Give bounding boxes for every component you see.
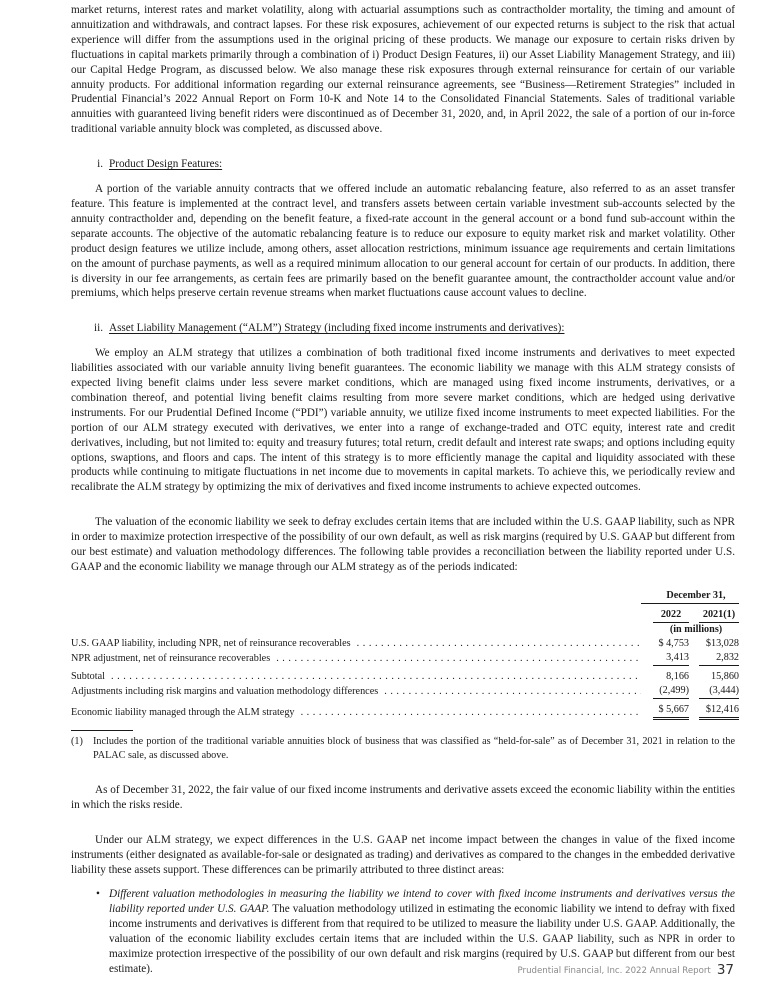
row-value-2021: 2,832: [699, 651, 739, 666]
heading-number: i.: [97, 158, 103, 171]
row-value-2022: (2,499): [653, 684, 689, 699]
row-value-2022: 8,166: [666, 670, 689, 682]
footnote-divider: [71, 730, 133, 731]
row-value-2021: $12,416: [699, 703, 739, 720]
col-header-2022: 2022: [653, 608, 689, 623]
bullet-text: The valuation methodology utilized in estimating the economic liability we intend to defray with fixed income instruments and derivatives is different from that required to be utilized to measure the liability under U.S. GAAP. Additionally, the valuation of the economic liability excludes certain items that are included within the U.S. GAAP liability, such as NPR in order to maximize protection irrespective of the possibility of our own default and risk margins (required by U.S. GAAP but different from our best estimate).: [109, 903, 735, 975]
document-page: [71, 3, 739, 977]
footer-report-title: Prudential Financial, Inc. 2022 Annual Report: [517, 966, 711, 976]
table-row: [71, 703, 739, 720]
row-label: Economic liability managed through the ALM strategy: [71, 707, 298, 718]
section-heading-product-design: [71, 157, 735, 172]
footnote-mark: (1): [71, 735, 83, 747]
page-footer: [518, 961, 735, 977]
table-units: (in millions): [669, 623, 723, 635]
reconciliation-table: [71, 589, 739, 720]
bullet-lead-italic: Different valuation methodologies in measuring the liability we intend to cover with fixed income instruments and derivatives versus the liability reported under U.S. GAAP.: [109, 888, 735, 916]
table-row: [71, 670, 739, 684]
under-alm-paragraph: Under our ALM strategy, we expect differences in the U.S. GAAP net income impact between the changes in value of the fixed income instruments (either designated as available-for-sale or designated as trading) and derivatives as compared to the changes in the embedded derivative liability these assets support. These differences can be primarily attributed to three distinct areas:: [71, 833, 735, 876]
bullet-icon: •: [96, 888, 100, 901]
intro-paragraph: market returns, interest rates and market volatility, along with actuarial assumptions such as contractholder mortality, the timing and amount of annuitization and withdrawals, and contract lapses. For these risk exposures, achievement of our expected returns is subject to the risk that actual experience will differ from the assumptions used in the original pricing of these products. We manage our exposure to certain risks driven by fluctuations in capital markets primarily through a combination of i) Product Design Features, ii) our Asset Liability Management Strategy, and iii) our Capital Hedge Program, as discussed below. We also manage these risk exposures through external reinsurance for certain of our variable annuity products. For additional information regarding our external reinsurance agreements, see “Business—Retirement Strategies” included in Prudential Financial’s 2022 Annual Report on Form 10-K and Note 14 to the Consolidated Financial Statements. Sales of traditional variable annuities with guaranteed living benefit riders were discontinued as of December 31, 2020, and, in April 2022, the sale of a portion of our in-force traditional variable annuity block was completed, as discussed above.: [71, 4, 735, 136]
product-design-paragraph: A portion of the variable annuity contracts that we offered include an automatic rebalancing feature, also referred to as an asset transfer feature. This feature is implemented at the contract level, and transfers assets between certain variable investment sub-accounts selected by the annuity contractholder and, depending on the benefit feature, a fixed-rate account in the general account or a bond fund sub-account within the separate accounts. The objective of the automatic rebalancing feature is to reduce our exposure to equity market risk and market volatility. Other product design features we utilize include, among others, asset allocation restrictions, minimum issuance age requirements and certain limitations on the amount of purchase payments, as well as a required minimum allocation to our general account for certain of our products. In addition, there is diversity in our fee arrangements, as certain fees are primarily based on the benefit guarantee amount, the contractholder account value and/or premiums, which helps preserve certain revenue streams when market fluctuations cause account values to decline.: [71, 183, 735, 300]
footnote: [71, 735, 735, 763]
row-label: Adjustments including risk margins and valuation methodology differences: [71, 686, 381, 697]
footnote-text: Includes the portion of the traditional variable annuities block of business that was classified as “held-for-sale” as of December 31, 2021 in relation to the PALAC sale, as discussed above.: [93, 735, 735, 761]
row-value-2021: (3,444): [699, 684, 739, 699]
table-row: [71, 651, 739, 666]
table-row: [71, 637, 739, 651]
valuation-paragraph: The valuation of the economic liability we seek to defray excludes certain items that are included within the U.S. GAAP liability, such as NPR in order to maximize protection irrespective of the possibility of our own default, as well as risk margins (required by U.S. GAAP but different from our best estimate) and valuation methodology differences. The following table provides a reconciliation between the liability reported under U.S. GAAP and the economic liability we manage through our ALM strategy as of the periods indicated:: [71, 516, 735, 573]
row-value-2022: $ 4,753: [658, 637, 689, 649]
row-label: NPR adjustment, net of reinsurance recoverables: [71, 653, 273, 664]
section-heading-alm: [71, 321, 735, 336]
row-label: U.S. GAAP liability, including NPR, net of reinsurance recoverables: [71, 638, 354, 649]
col-header-2021: 2021(1): [699, 608, 739, 623]
page-number: 37: [716, 962, 734, 978]
row-value-2021: $13,028: [705, 637, 739, 649]
fair-value-paragraph: As of December 31, 2022, the fair value of our fixed income instruments and derivative assets exceed the economic liability within the entities in which the risks reside.: [71, 783, 735, 811]
alm-paragraph: We employ an ALM strategy that utilizes a combination of both traditional fixed income instruments and derivatives to meet expected liabilities associated with our variable annuity living benefit guarantees. The economic liability we manage with this ALM strategy consists of expected living benefit claims under less severe market conditions, which are managed using fixed income instruments, derivatives, or a combination thereof, and potential living benefit claims resulting from more severe market conditions, which are hedged using derivative instruments. For our Prudential Defined Income (“PDI”) variable annuity, we utilize fixed income instruments to meet expected liabilities. For the portion of our ALM strategy executed with derivatives, we enter into a range of exchange-traded and OTC equity, interest rate and credit derivatives, including, but not limited to: equity and treasury futures; total return, credit default and interest rate swaps; and options including equity options, swaptions, and floors and caps. The intent of this strategy is to more efficiently manage the capital and liquidity associated with these products while continuing to mitigate fluctuations in net income due to movements in capital markets. To achieve this, we periodically review and recalibrate the ALM strategy by optimizing the mix of derivatives and fixed income instruments to achieve expected outcomes.: [71, 347, 735, 494]
table-row: [71, 684, 739, 699]
table-period-header: December 31,: [641, 589, 739, 604]
row-value-2021: 15,860: [710, 670, 739, 682]
heading-number: ii.: [93, 322, 103, 335]
heading-text: Asset Liability Management (“ALM”) Strategy (including fixed income instruments and derivatives):: [109, 322, 565, 335]
row-value-2022: 3,413: [653, 651, 689, 666]
heading-text: Product Design Features:: [109, 158, 223, 171]
row-value-2022: $ 5,667: [653, 703, 689, 720]
row-label: Subtotal: [71, 671, 108, 682]
